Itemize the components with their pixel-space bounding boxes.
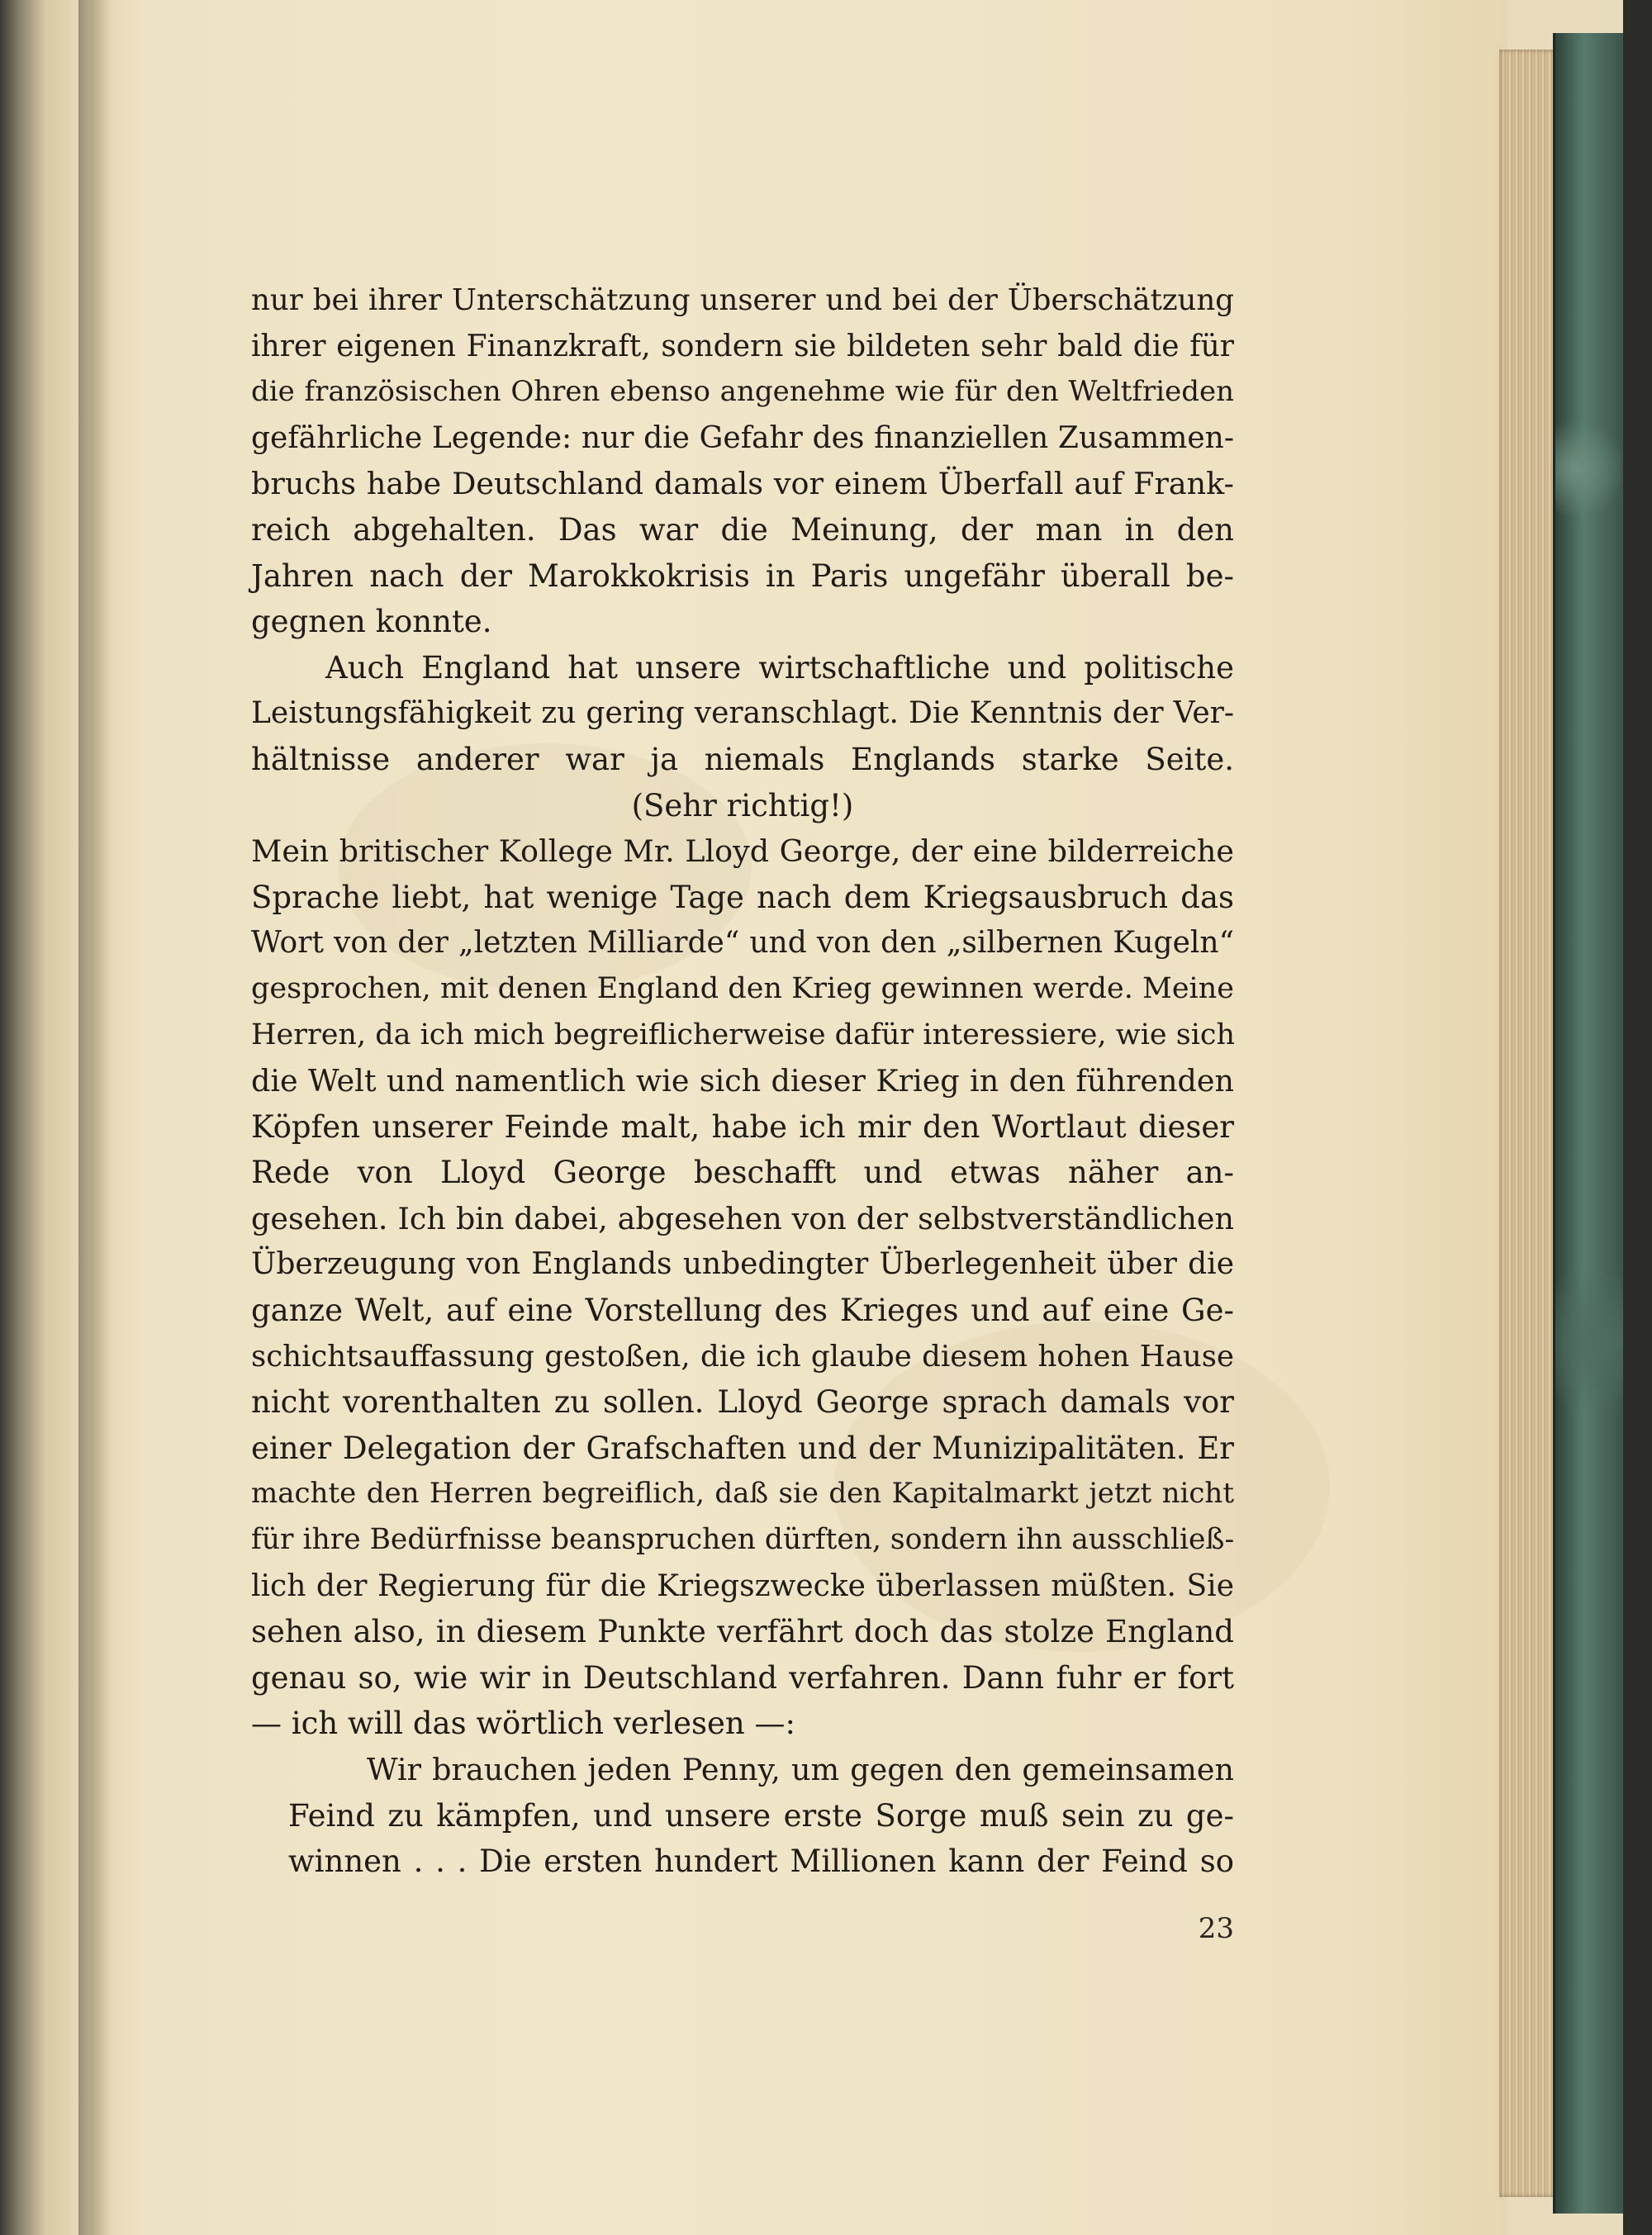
text-line: hältnisse anderer war ja niemals Englands starke Seite. — [251, 741, 1234, 777]
text-line: bruchs habe Deutschland damals vor einem Überfall auf Frank- — [251, 466, 1234, 502]
quote-line: Feind zu kämpfen, und unsere erste Sorge muß sein zu ge- — [288, 1797, 1234, 1834]
text-line: Wort von der „letzten Milliarde“ und von den „silbernen Kugeln“ — [251, 926, 1234, 961]
text-line: gefährliche Legende: nur die Gefahr des finanziellen Zusammen- — [251, 420, 1234, 455]
gutter-shadow — [78, 0, 112, 2235]
text-line: ganze Welt, auf eine Vorstellung des Krieges und auf eine Ge- — [251, 1293, 1234, 1329]
text-line: Leistungsfähigkeit zu gering veranschlagt. Die Kenntnis der Ver- — [251, 696, 1234, 731]
text-line: gegnen konnte. — [251, 604, 492, 640]
background — [1623, 0, 1652, 2235]
book-cover — [1553, 33, 1626, 2214]
text-line: machte den Herren begreiflich, daß sie den Kapitalmarkt jetzt nicht — [251, 1477, 1234, 1511]
text-line: ihrer eigenen Finanzkraft, sondern sie bildeten sehr bald die für — [251, 329, 1234, 363]
page-number: 23 — [1198, 1912, 1234, 1945]
text-line: einer Delegation der Grafschaften und der Munizipalitäten. Er — [251, 1430, 1234, 1466]
text-line: die französischen Ohren ebenso angenehme wie für den Weltfrieden — [251, 375, 1234, 409]
previous-page-edge — [0, 0, 78, 2235]
text-line: gesprochen, mit denen England den Krieg gewinnen werde. Meine — [251, 971, 1234, 1005]
text-line: die Welt und namentlich wie sich dieser Krieg in den führenden — [251, 1063, 1234, 1099]
body-text — [251, 278, 1234, 1885]
quote-line: Wir brauchen jeden Penny, um gegen den gemeinsamen — [367, 1752, 1234, 1787]
text-line: — ich will das wörtlich verlesen —: — [251, 1706, 795, 1742]
text-line: nur bei ihrer Unterschätzung unserer und bei der Überschätzung — [251, 283, 1234, 317]
text-line: Köpfen unserer Feinde malt, habe ich mir den Wortlaut dieser — [251, 1108, 1234, 1145]
text-line: nicht vorenthalten zu sollen. Lloyd George sprach damals vor — [251, 1384, 1234, 1421]
text-line: gesehen. Ich bin dabei, abgesehen von der selbstverständlichen — [251, 1200, 1234, 1236]
text-line: schichtsauffassung gestoßen, die ich glaube diesem hohen Hause — [251, 1339, 1234, 1374]
page-edges — [1499, 50, 1561, 2197]
text-line: lich der Regierung für die Kriegszwecke überlassen müßten. Sie — [251, 1568, 1234, 1603]
text-line: sehen also, in diesem Punkte verfährt doch das stolze England — [251, 1614, 1234, 1650]
text-line: Jahren nach der Marokkokrisis in Paris ungefähr überall be- — [251, 558, 1234, 594]
text-line: genau so, wie wir in Deutschland verfahren. Dann fuhr er fort — [251, 1659, 1234, 1696]
quote-line: winnen . . . Die ersten hundert Millionen kann der Feind so — [288, 1844, 1234, 1880]
text-line: reich abgehalten. Das war die Meinung, der man in den — [251, 511, 1234, 548]
text-line: Auch England hat unsere wirtschaftliche und politische — [325, 649, 1234, 686]
text-line: Rede von Lloyd George beschafft und etwas näher an- — [251, 1155, 1234, 1191]
text-line: Sprache liebt, hat wenige Tage nach dem Kriegsausbruch das — [251, 879, 1234, 915]
text-line: Mein britischer Kollege Mr. Lloyd George, der eine bilderreiche — [251, 833, 1234, 870]
text-line: für ihre Bedürfnisse beanspruchen dürften, sondern ihn ausschließ- — [251, 1523, 1235, 1557]
text-line: Herren, da ich mich begreiflicherweise dafür interessiere, wie sich — [251, 1018, 1236, 1051]
interjection: (Sehr richtig!) — [631, 787, 854, 823]
text-line: Überzeugung von Englands unbedingter Überlegenheit über die — [251, 1247, 1234, 1282]
